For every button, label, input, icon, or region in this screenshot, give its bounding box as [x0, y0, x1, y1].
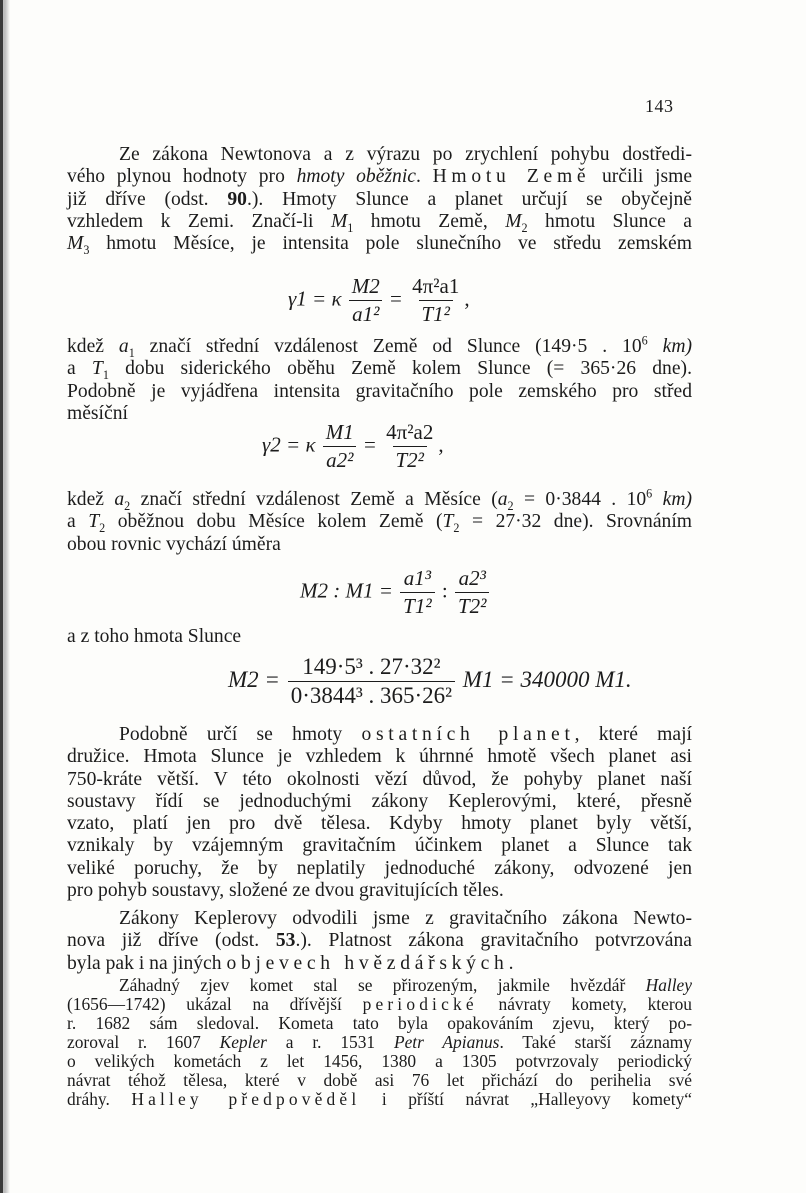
paragraph-halley [67, 976, 692, 1109]
text-line: kdež $a_2$ značí střední vzdálenost Země a Měsíce ($a_2 = 0\cdot 3844$ . $10^6$ km) [67, 486, 692, 513]
text-line: vzato, platí jen pro dvě tělesa. Kdyby hmoty planet byly větší, [67, 813, 692, 835]
text-line: vého plynou hodnoty pro hmoty oběžnic. Hmotu Země určili jsme [67, 166, 693, 188]
text-line: zoroval r. 1607 Kepler a r. 1531 Petr Apianus. Také starší záznamy [67, 1032, 693, 1052]
text-line: r. 1682 sám sledoval. Kometa tato byla opakováním zjevu, který po- [67, 1013, 692, 1033]
text-line: vznikaly by vzájemným gravitačním účinkem planet a Slunce tak [67, 835, 692, 857]
text-line: nova již dříve (odst. 53.). Platnost zákona gravitačního potvrzována [67, 930, 692, 952]
text-line: vzhledem k Zemi. Značí-li $M_1$ hmotu Země, $M_2$ hmotu Slunce a [67, 210, 692, 235]
text-line: a $T_2$ oběžnou dobu Měsíce kolem Země ($T_2 = 27\cdot 32$ dne). Srovnáním [67, 511, 693, 536]
page-number: 143 [645, 96, 674, 116]
equation-gamma1: γ1 = κ $\frac{M2}{\text{a1²}}$ = $\frac{\text{4π²a1}}{\text{T1²}}$ , [288, 274, 470, 326]
text-line: (1656—1742) ukázal na dřívější periodické návraty komety, kterou [67, 994, 692, 1014]
text-line: kdež $a_1$ značí střední vzdálenost Země od Slunce (149·5 . $10^6$ km) [67, 333, 692, 360]
text-line: 750-kráte větší. V této okolnosti vězí důvod, že pohyby planet naší [67, 768, 692, 790]
equation-proportion: M2 : M1 = $\frac{\text{a1³}}{\text{T1²}}$ : $\frac{\text{a2³}}{\text{T2²}}$ [300, 566, 491, 619]
equation-sun-mass: M2 = $\frac{\text{149·5³ . 27·32²}}{\text{0·3844³ . 365·26²}}$ M1 = 340000 M1. [228, 654, 632, 708]
text-line: pro pohyb soustavy, složené ze dvou gravitujících těles. [67, 880, 504, 902]
paragraph-earth-sun [67, 333, 692, 425]
text-line: a z toho hmota Slunce [67, 626, 242, 647]
text-line: družice. Hmota Slunce je vzhledem k úhrnné hmotě všech planet asi [67, 746, 692, 768]
equation-gamma2: γ2 = κ $\frac{M1}{\text{a2²}}$ = $\frac{\text{4π²a2}}{\text{T2²}}$ , [262, 420, 444, 472]
text-line: Ze zákona Newtonova a z výrazu po zrychlení pohybu dostředi- [119, 144, 692, 165]
text-line: soustavy řídí se jednoduchými zákony Keplerovými, které, přesně [67, 790, 692, 812]
text-line: měsíční [67, 402, 128, 424]
paragraph-earth-moon [67, 486, 693, 556]
text-line: Podobně je vyjádřena intensita gravitačního pole zemského pro střed [67, 380, 692, 402]
text-line: Záhadný zjev komet stal se přirozeným, jakmile hvězdář Halley [119, 975, 692, 995]
text-line: Zákony Keplerovy odvodili jsme z gravitačního zákona Newto- [119, 908, 692, 929]
paragraph-kepler [67, 908, 692, 975]
paragraph-planets [67, 724, 692, 902]
text-line: o velikých kometách z let 1456, 1380 a 1305 potvrzovaly periodický [67, 1051, 692, 1071]
text-line: a $T_1$ dobu siderického oběhu Země kolem Slunce (= 365·26 dne). [67, 358, 692, 383]
text-line: byla pak i na jiných objevech hvězdářských. [67, 952, 514, 974]
paragraph-sun-mass [67, 626, 692, 648]
text-line: veliké poruchy, že by neplatily jednoduché zákony, odvozené jen [67, 857, 692, 879]
text-line: dráhy. Halley předpověděl i příští návrat „Halleyovy komety“ [67, 1089, 692, 1109]
text-line: již dříve (odst. 90.). Hmoty Slunce a planet určují se obyčejně [67, 188, 693, 210]
text-line: $M_3$ hmotu Měsíce, je intensita pole slunečního ve středu zemském [67, 233, 692, 258]
text-line: Podobně určí se hmoty ostatních planet, které mají [119, 724, 693, 745]
scan-edge [0, 0, 10, 1193]
text-line: obou rovnic vychází úměra [67, 533, 281, 555]
text-line: návrat téhož tělesa, které v době asi 76 let přichází do perihelia své [67, 1070, 692, 1090]
paragraph-intro [67, 144, 693, 258]
